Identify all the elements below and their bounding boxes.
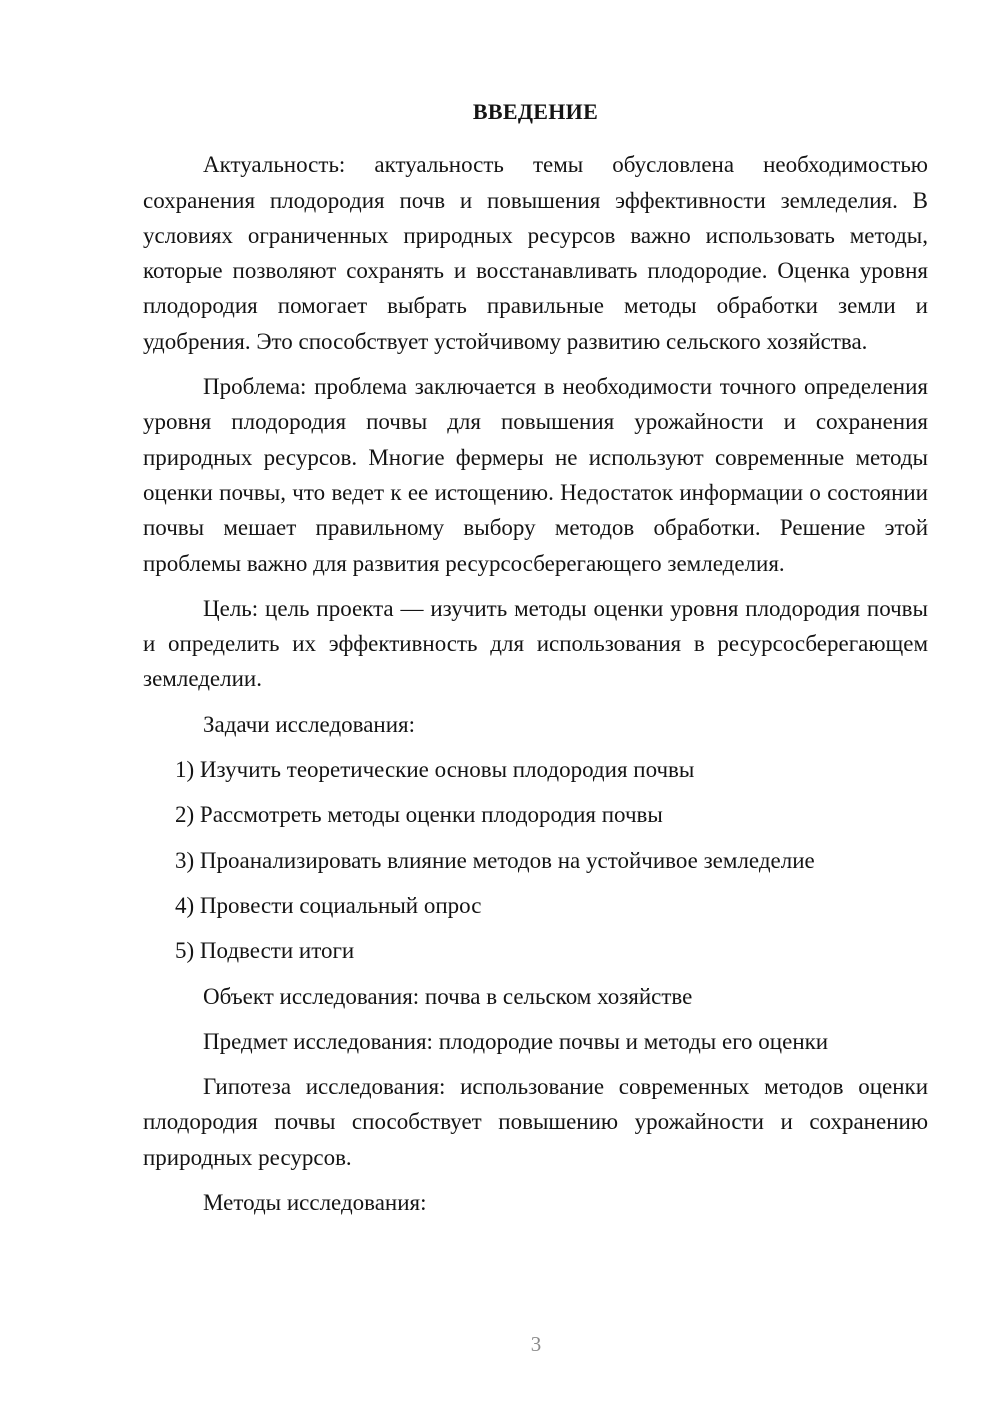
paragraph-problem: Проблема: проблема заключается в необходимости точного определения уровня плодородия почвы для повышения урожайности и сохранения природных ресурсов. Многие фермеры не используют современные методы оценки почвы, что ведет к ее истощению. Недостаток информации о состоянии почвы мешает правильному выбору методов обработки. Решение этой проблемы важно для развития ресурсосберегающего земледелия. (143, 374, 928, 576)
task-item: 2) Рассмотреть методы оценки плодородия почвы (175, 802, 663, 828)
tasks-heading: Задачи исследования: (203, 711, 416, 737)
research-subject: Предмет исследования: плодородие почвы и методы его оценки (203, 1028, 829, 1054)
task-item: 3) Проанализировать влияние методов на устойчивое земледелие (175, 847, 815, 873)
page-content (143, 94, 928, 1230)
paragraph-goal: Цель: цель проекта — изучить методы оценки уровня плодородия почвы и определить их эффективность для использования в ресурсосберегающем земледелии. (143, 595, 928, 692)
section-title: ВВЕДЕНИЕ (472, 99, 599, 124)
task-item: 5) Подвести итоги (175, 938, 355, 964)
tasks-list (143, 752, 928, 968)
research-object: Объект исследования: почва в сельском хозяйстве (203, 983, 693, 1009)
research-hypothesis: Гипотеза исследования: использование современных методов оценки плодородия почвы способствует повышению урожайности и сохранению природных ресурсов. (143, 1074, 928, 1170)
task-item: 1) Изучить теоретические основы плодородия почвы (175, 757, 695, 783)
paragraph-relevance: Актуальность: актуальность темы обусловлена необходимостью сохранения плодородия почв и повышения эффективности земледелия. В условиях ограниченных природных ресурсов важно использовать методы, которые позволяют сохранять и восстанавливать плодородие. Оценка уровня плодородия помогает выбрать правильные методы обработки земли и удобрения. Это способствует устойчивому развитию сельского хозяйства. (143, 152, 928, 354)
task-item: 4) Провести социальный опрос (175, 892, 482, 918)
page-number: 3 (530, 1332, 542, 1356)
methods-heading: Методы исследования: (203, 1190, 427, 1216)
